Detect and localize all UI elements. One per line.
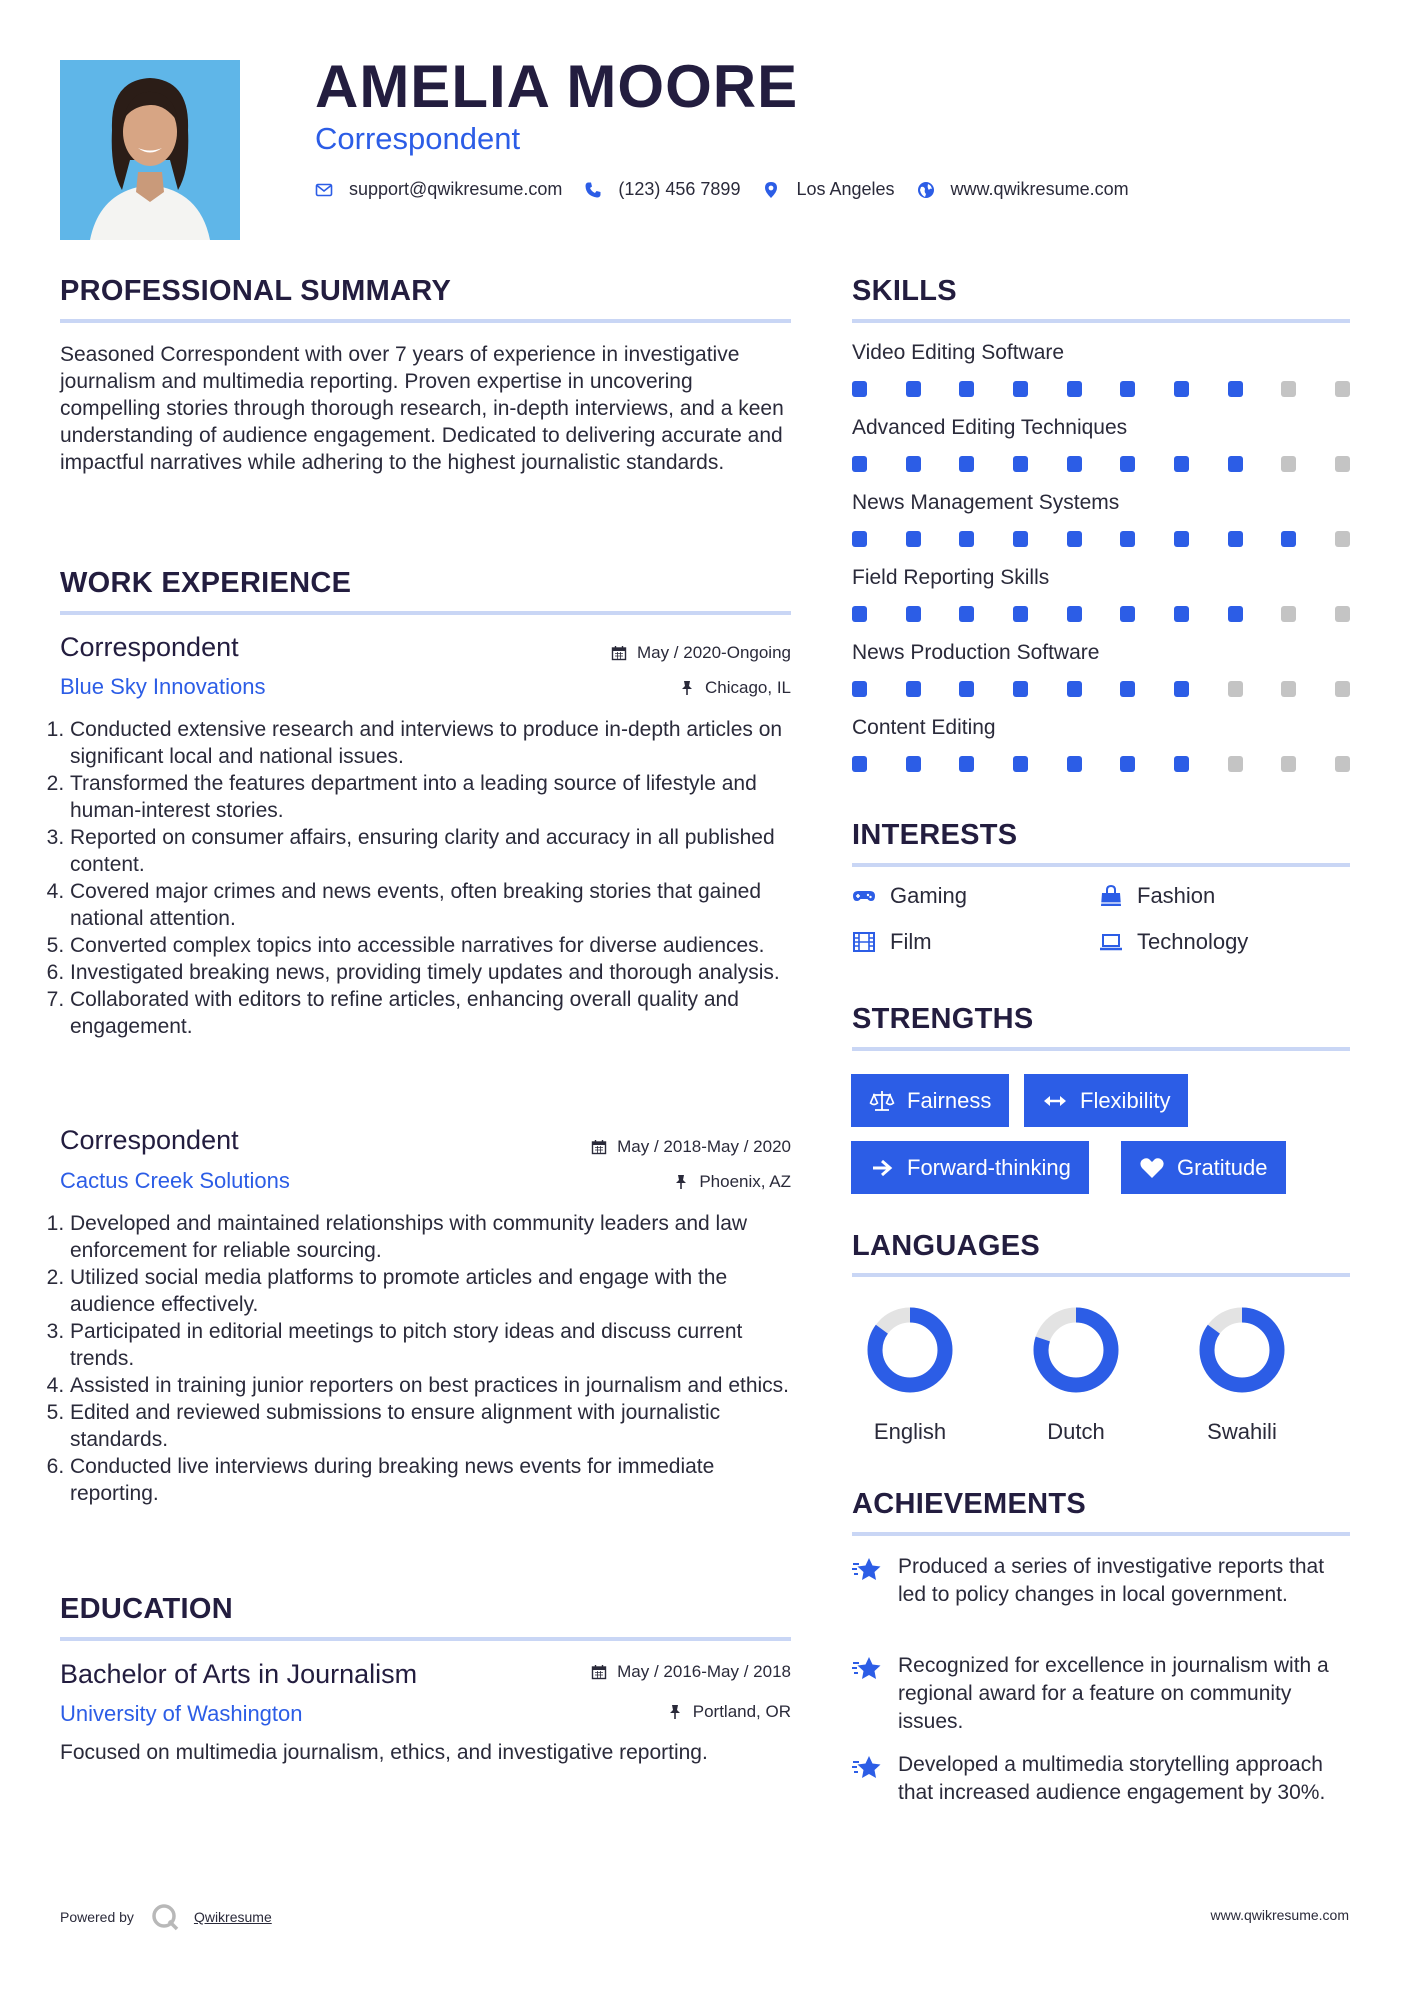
rating-dot-filled: [1174, 456, 1189, 472]
envelope-icon: [315, 181, 333, 199]
language-name: Dutch: [1047, 1419, 1105, 1444]
rating-dot-filled: [1281, 531, 1296, 547]
contact-email[interactable]: [315, 179, 562, 200]
profile-photo: [60, 60, 240, 240]
section-title-languages: LANGUAGES: [852, 1230, 1040, 1262]
laptop-icon: [1099, 930, 1123, 954]
arrows-horizontal-icon: [1042, 1088, 1068, 1114]
job-location-text: Phoenix, AZ: [699, 1172, 791, 1191]
rating-dot-filled: [1120, 531, 1135, 547]
film-icon: [852, 930, 876, 954]
skill-rating: [852, 531, 1350, 547]
rating-dot-filled: [1013, 756, 1028, 772]
strength-label: Forward-thinking: [907, 1154, 1071, 1180]
rating-dot-filled: [1228, 456, 1243, 472]
rating-dot-filled: [1067, 756, 1082, 772]
strength-badge: [1024, 1074, 1188, 1127]
arrow-right-icon: [869, 1155, 895, 1181]
section-title-skills: SKILLS: [852, 275, 957, 307]
email-text: support@qwikresume.com: [349, 179, 563, 199]
interest-gaming: [852, 883, 967, 909]
job-dates: [591, 1137, 791, 1157]
rating-dot-empty: [1335, 756, 1350, 772]
rating-dot-filled: [1013, 531, 1028, 547]
education-dates-text: May / 2016-May / 2018: [617, 1662, 791, 1681]
rating-dot-filled: [852, 756, 867, 772]
achievement-text: Recognized for excellence in journalism with a regional award for a feature on community issues.: [898, 1654, 1329, 1733]
job-location-text: Chicago, IL: [705, 678, 791, 697]
footer-url[interactable]: www.qwikresume.com: [1210, 1907, 1349, 1923]
rating-dot-filled: [1228, 531, 1243, 547]
section-divider: [60, 611, 791, 615]
section-title-summary: PROFESSIONAL SUMMARY: [60, 275, 452, 307]
job-dates: [611, 643, 791, 663]
job-bullet: 1. Conducted extensive research and interviews to produce in-depth articles on significant local and national issues.: [70, 716, 794, 770]
contact-phone[interactable]: [584, 179, 740, 200]
summary-text: Seasoned Correspondent with over 7 years of experience in investigative journalism and multimedia reporting. Proven expertise in uncovering compelling stories through thorough research, in-depth interviews, and a keen understanding of audience engagement. Dedicated to delivering accurate and impactful narratives while adhering to the highest journalistic standards.: [60, 343, 784, 474]
balance-scale-icon: [869, 1088, 895, 1114]
interest-fashion: [1099, 883, 1215, 909]
location-text: Los Angeles: [796, 179, 895, 199]
section-divider: [852, 319, 1350, 323]
rating-dot-filled: [852, 456, 867, 472]
rating-dot-filled: [959, 381, 974, 397]
rating-dot-filled: [906, 606, 921, 622]
rating-dot-filled: [1174, 681, 1189, 697]
skill-rating: [852, 681, 1350, 697]
company-name[interactable]: Blue Sky Innovations: [60, 674, 266, 699]
section-title-experience: WORK EXPERIENCE: [60, 567, 352, 599]
rating-dot-empty: [1281, 456, 1296, 472]
section-divider: [852, 1532, 1350, 1536]
rating-dot-filled: [852, 606, 867, 622]
job-location: [673, 1172, 791, 1192]
job-bullet: 5. Converted complex topics into accessible narratives for diverse audiences.: [70, 932, 794, 959]
job-bullet: 2. Utilized social media platforms to promote articles and engage with the audience effectively.: [70, 1264, 794, 1318]
section-divider: [852, 863, 1350, 867]
strength-badge: [851, 1074, 1009, 1127]
rating-dot-filled: [906, 381, 921, 397]
degree-title: Bachelor of Arts in Journalism: [60, 1659, 418, 1689]
star-badge-icon: [852, 1654, 882, 1684]
language-item: [850, 1305, 970, 1445]
qwikresume-logo-icon: [150, 1902, 180, 1932]
rating-dot-empty: [1228, 756, 1243, 772]
rating-dot-filled: [852, 381, 867, 397]
map-marker-icon: [762, 181, 780, 199]
pushpin-icon: [667, 1704, 683, 1720]
brand-link[interactable]: Qwikresume: [193, 1909, 272, 1925]
footer-powered-by: [60, 1902, 272, 1932]
section-divider: [852, 1047, 1350, 1051]
job-bullet: 1. Developed and maintained relationships with community leaders and law enforcement for reliable sourcing.: [70, 1210, 794, 1264]
rating-dot-filled: [1120, 756, 1135, 772]
section-title-education: EDUCATION: [60, 1593, 233, 1625]
section-title-achievements: ACHIEVEMENTS: [852, 1488, 1087, 1520]
rating-dot-filled: [1228, 381, 1243, 397]
rating-dot-filled: [959, 606, 974, 622]
education-dates: [591, 1662, 791, 1682]
job-bullet: 2. Transformed the features department into a leading source of lifestyle and human-interest stories.: [70, 770, 794, 824]
website-text: www.qwikresume.com: [950, 179, 1129, 199]
language-item: [1016, 1305, 1136, 1445]
achievement-item: [852, 1751, 1352, 1807]
job-title: Correspondent: [60, 1125, 239, 1155]
pushpin-icon: [673, 1174, 689, 1190]
rating-dot-filled: [906, 681, 921, 697]
rating-dot-empty: [1335, 606, 1350, 622]
phone-text: (123) 456 7899: [618, 179, 741, 199]
skill-rating: [852, 381, 1350, 397]
job-location: [679, 678, 791, 698]
rating-dot-filled: [1120, 681, 1135, 697]
interest-label: Fashion: [1137, 883, 1216, 908]
calendar-icon: [591, 1664, 607, 1680]
interest-technology: [1099, 929, 1248, 955]
globe-icon: [917, 181, 935, 199]
job-bullet: 4. Assisted in training junior reporters on best practices in journalism and ethics.: [70, 1372, 794, 1399]
contact-bar: [315, 179, 1151, 200]
section-title-strengths: STRENGTHS: [852, 1003, 1034, 1035]
achievement-text: Produced a series of investigative reports that led to policy changes in local government.: [898, 1555, 1325, 1606]
education-description: Focused on multimedia journalism, ethics, and investigative reporting.: [60, 1741, 708, 1764]
rating-dot-empty: [1335, 381, 1350, 397]
rating-dot-filled: [1067, 531, 1082, 547]
skill-rating: [852, 456, 1350, 472]
rating-dot-filled: [1174, 756, 1189, 772]
section-divider: [852, 1273, 1350, 1277]
rating-dot-filled: [1120, 456, 1135, 472]
job-bullets: [52, 1210, 794, 1507]
rating-dot-filled: [1120, 381, 1135, 397]
gamepad-icon: [852, 884, 876, 908]
rating-dot-filled: [906, 456, 921, 472]
rating-dot-filled: [1067, 381, 1082, 397]
rating-dot-filled: [1013, 681, 1028, 697]
school-name[interactable]: University of Washington: [60, 1701, 303, 1726]
skill-name: Advanced Editing Techniques: [852, 416, 1128, 439]
strength-badge: [851, 1141, 1089, 1194]
rating-dot-empty: [1281, 681, 1296, 697]
rating-dot-filled: [906, 756, 921, 772]
job-bullet: 3. Reported on consumer affairs, ensuring clarity and accuracy in all published content.: [70, 824, 794, 878]
language-donut: [1031, 1305, 1121, 1395]
skill-rating: [852, 756, 1350, 772]
job-bullets: [52, 716, 794, 1040]
job-bullet: 6. Investigated breaking news, providing timely updates and thorough analysis.: [70, 959, 794, 986]
calendar-icon: [611, 645, 627, 661]
rating-dot-filled: [1120, 606, 1135, 622]
rating-dot-filled: [1067, 606, 1082, 622]
rating-dot-filled: [959, 756, 974, 772]
interest-label: Technology: [1137, 929, 1249, 954]
candidate-title: Correspondent: [315, 121, 521, 156]
interest-label: Gaming: [890, 883, 968, 908]
rating-dot-filled: [1013, 456, 1028, 472]
job-bullet: 4. Covered major crimes and news events, often breaking stories that gained national attention.: [70, 878, 794, 932]
rating-dot-filled: [906, 531, 921, 547]
pushpin-icon: [679, 680, 695, 696]
strength-label: Flexibility: [1080, 1087, 1171, 1113]
job-bullet: 5. Edited and reviewed submissions to ensure alignment with journalistic standards.: [70, 1399, 794, 1453]
strength-badge: [1121, 1141, 1286, 1194]
shopping-bag-icon: [1099, 884, 1123, 908]
section-title-interests: INTERESTS: [852, 819, 1018, 851]
rating-dot-empty: [1228, 681, 1243, 697]
language-name: Swahili: [1207, 1419, 1277, 1444]
powered-by-text: Powered by: [60, 1909, 134, 1925]
rating-dot-empty: [1281, 606, 1296, 622]
rating-dot-empty: [1335, 531, 1350, 547]
rating-dot-filled: [1228, 606, 1243, 622]
strength-label: Fairness: [907, 1087, 992, 1113]
interest-film: [852, 929, 932, 955]
achievement-item: [852, 1652, 1352, 1736]
achievement-text: Developed a multimedia storytelling approach that increased audience engagement by 30%.: [898, 1753, 1326, 1804]
company-name[interactable]: Cactus Creek Solutions: [60, 1168, 290, 1193]
language-donut: [865, 1305, 955, 1395]
rating-dot-empty: [1335, 681, 1350, 697]
rating-dot-filled: [1174, 606, 1189, 622]
rating-dot-filled: [1013, 606, 1028, 622]
skill-name: Video Editing Software: [852, 341, 1065, 364]
calendar-icon: [591, 1139, 607, 1155]
rating-dot-filled: [1067, 456, 1082, 472]
rating-dot-filled: [959, 531, 974, 547]
job-dates-text: May / 2018-May / 2020: [617, 1137, 791, 1156]
achievement-item: [852, 1553, 1352, 1609]
candidate-name: AMELIA MOORE: [315, 53, 799, 120]
rating-dot-filled: [852, 681, 867, 697]
section-divider: [60, 1637, 791, 1641]
contact-website[interactable]: [917, 179, 1129, 200]
rating-dot-filled: [959, 681, 974, 697]
interest-label: Film: [890, 929, 932, 954]
skill-name: Field Reporting Skills: [852, 566, 1050, 589]
job-bullet: 3. Participated in editorial meetings to pitch story ideas and discuss current trends.: [70, 1318, 794, 1372]
language-donut: [1197, 1305, 1287, 1395]
phone-icon: [584, 181, 602, 199]
rating-dot-filled: [1013, 381, 1028, 397]
heart-icon: [1139, 1155, 1165, 1181]
rating-dot-empty: [1281, 381, 1296, 397]
rating-dot-filled: [959, 456, 974, 472]
rating-dot-filled: [1174, 381, 1189, 397]
rating-dot-filled: [1174, 531, 1189, 547]
rating-dot-empty: [1335, 456, 1350, 472]
skill-rating: [852, 606, 1350, 622]
job-bullet: 6. Conducted live interviews during breaking news events for immediate reporting.: [70, 1453, 794, 1507]
contact-location: [762, 179, 894, 200]
job-title: Correspondent: [60, 632, 239, 662]
rating-dot-empty: [1281, 756, 1296, 772]
skill-name: Content Editing: [852, 716, 996, 739]
job-dates-text: May / 2020-Ongoing: [636, 643, 791, 662]
strength-label: Gratitude: [1177, 1154, 1268, 1180]
star-badge-icon: [852, 1555, 882, 1585]
skill-name: News Production Software: [852, 641, 1100, 664]
skill-name: News Management Systems: [852, 491, 1120, 514]
section-divider: [60, 319, 791, 323]
education-location: [667, 1702, 791, 1722]
language-name: English: [873, 1419, 947, 1444]
rating-dot-filled: [852, 531, 867, 547]
education-location-text: Portland, OR: [692, 1702, 791, 1721]
star-badge-icon: [852, 1753, 882, 1783]
job-bullet: 7. Collaborated with editors to refine articles, enhancing overall quality and engagement.: [70, 986, 794, 1040]
rating-dot-filled: [1067, 681, 1082, 697]
language-item: [1182, 1305, 1302, 1445]
